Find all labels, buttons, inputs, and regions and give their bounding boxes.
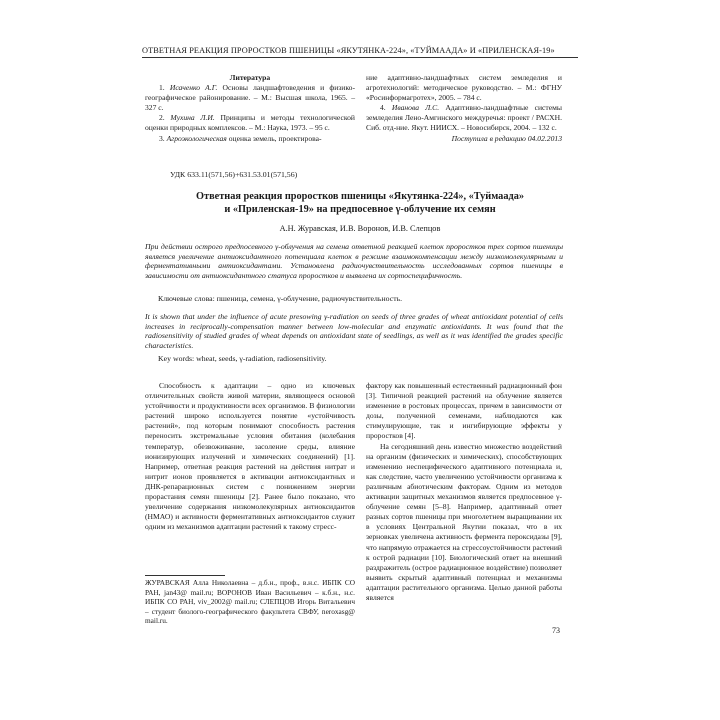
body-paragraph: Способность к адаптации – одно из ключевых отличительных свойств живой материи, являющееся основой устойчивости и продуктивности всех организмов. В физиологии растений широко используется понятие «устойчивость растений», под которым понимают способность растения переносить экстремальные условия обитания (колебания температур, обезвоживание, засоление среды, влияние ионизирующих излучений и химических соединений) [1]. Например, ответная реакция растений на действия нитрат и нитрит ионов проявляется в активации антиоксидантных и ДНК-репарационных систем с понижением энергии прорастания семян пшеницы [2]. Ранее было показано, что увеличение содержания низкомолекулярных антиоксидантов (НМАО) и активности ферментативных антиоксидантов служит одним из механизмов адаптации растений к такому стресс-	[145, 381, 355, 532]
reference-1-text: Основы ландшафтоведения и физико-географическое районирование. – М.: Высшая школа, 1965. – 327 с.	[145, 83, 356, 113]
reference-3: 3. Агроэкологическая оценка земель, проектирова-	[159, 133, 322, 143]
header-rule	[142, 57, 578, 58]
abstract-russian: При действии острого предпосевного γ-облучения на семена ответной реакцией клеток проростков трех сортов пшеницы является увеличение антиоксидантного потенциала клеток в режиме взаимокомпенсации между низкомолекулярными и ферментативными антиоксидантами. Установлена радиочувствительность исследованных сортов пшеницы в зависимости от антиоксидантного статуса проростков и выявлена их сортоспецифичность.	[145, 242, 563, 280]
author-footnote: ЖУРАВСКАЯ Алла Николаевна – д.б.н., проф., в.н.с. ИБПК СО РАН, jan43@ mail.ru; ВОРОНОВ Иван Васильевич – к.б.н., н.с. ИБПК СО РАН, viv_2002@ mail.ru; СЛЕПЦОВ Игорь Витальевич – студент биолого-географического факультета СВФУ, neroxasg@ mail.ru.	[145, 578, 355, 626]
references-left	[145, 73, 355, 144]
reference-4: 4. Иванова Л.С. Адаптивно-ландшафтные системы земледелия Лено-Амгинского междуречья: проект / РАСХН. Сиб. отд-ние. Якут. НИИСХ. – Новосибирск, 2004. – 132 с.	[366, 103, 562, 133]
reference-1-author: Исаченко А.Г.	[169, 83, 218, 93]
reference-3-author: Агроэкологическая	[166, 133, 227, 143]
body-paragraph: фактору как повышенный естественный радиационный фон [3]. Типичной реакцией растений на облучение является изменение в ростовых процессах, причем в зависимости от дозы, полученной семенами, наблюдаются как стимулирующие, так и ингибирующие эффекты у проростков [4].	[366, 381, 562, 441]
reference-2-text: Принципы и методы технологической оценки природных комплексов. – М.: Наука, 1973. – 95 с.	[145, 113, 355, 133]
keywords-russian: Ключевые слова: пшеница, семена, γ-облучение, радиочувствительность.	[158, 294, 403, 303]
udk-code: УДК 633.11(571,56)+631.53.01(571,56)	[170, 170, 298, 179]
footnote-rule	[145, 575, 225, 576]
references-heading: Литература	[229, 73, 271, 82]
reference-3-text: оценка земель, проектирова-	[228, 133, 322, 143]
keywords-english: Key words: wheat, seeds, γ-radiation, radiosensitivity.	[158, 354, 327, 363]
page-number: 73	[552, 626, 560, 635]
abstract-english: It is shown that under the influence of acute presowing γ-radiation on seeds of three grades of wheat antioxidant potential of cells increases in reciprocally-compensation manner between low-molecular and enzymatic antioxidants. It was found that the radiosensitivity of studied grades of wheat depends on antioxidant state of seedlings, as well as it was identified the grades specific characteristics.	[145, 312, 563, 350]
references-right	[366, 73, 562, 144]
authors: А.Н. Журавская, И.В. Воронов, И.В. Слепцов	[279, 224, 441, 233]
reference-4-text: Адаптивно-ландшафтные системы земледелия Лено-Амгинского междуречья: проект / РАСХН. Сиб. отд-ние. Якут. НИИСХ. – Новосибирск, 2004. – 132 с.	[366, 103, 562, 133]
reference-2: 2. Мухина Л.И. Принципы и методы технологической оценки природных комплексов. – М.: Наука, 1973. – 95 с.	[145, 113, 355, 133]
body-column-right	[366, 381, 562, 603]
running-head: ОТВЕТНАЯ РЕАКЦИЯ ПРОРОСТКОВ ПШЕНИЦЫ «ЯКУТЯНКА-224», «ТУЙМААДА» И «ПРИЛЕНСКАЯ-19»	[142, 46, 555, 55]
article-title-line-2: и «Приленская-19» на предпосевное γ-облучение их семян	[224, 204, 496, 215]
body-paragraph: На сегодняшний день известно множество воздействий на организм (физических и химических), способствующих изменению неспецифического адаптивного потенциала и, как следствие, часто увеличению устойчивости организма к различным абиотическим факторам. Одним из методов активации защитных механизмов является предпосевное γ-облучение семян [5–8]. Например, адаптивный ответ разных сортов пшеницы при многолетнем выращивании их в условиях Центральной Якутии показал, что в их зерновках увеличена активность фермента пероксидазы [9], что напрямую отражается на стрессоустойчивости растений к острой радиации [10]. Биологический ответ на внешний раздражитель (острое радиационное воздействие) позволяет выявить скрытый адаптивный потенциал и механизмы адаптации растительного организма. Целью данной работы является	[366, 441, 562, 602]
article-title-line-1: Ответная реакция проростков пшеницы «Якутянка-224», «Туймаада»	[196, 191, 524, 202]
received-date: Поступила в редакцию 04.02.2013	[451, 133, 562, 143]
article-title	[150, 190, 570, 216]
reference-4-author: Иванова Л.С.	[391, 103, 440, 113]
body-column-left	[145, 381, 355, 532]
reference-1: 1. Исаченко А.Г. Основы ландшафтоведения и физико-географическое районирование. – М.: Высшая школа, 1965. – 327 с.	[145, 83, 356, 113]
reference-3-continued: ние адаптивно-ландшафтных систем земледелия и агротехнологий: методическое руководство. – М.: ФГНУ «Росинформагротех», 2005. – 784 с.	[366, 73, 562, 103]
reference-2-author: Мухина Л.И.	[170, 113, 215, 123]
